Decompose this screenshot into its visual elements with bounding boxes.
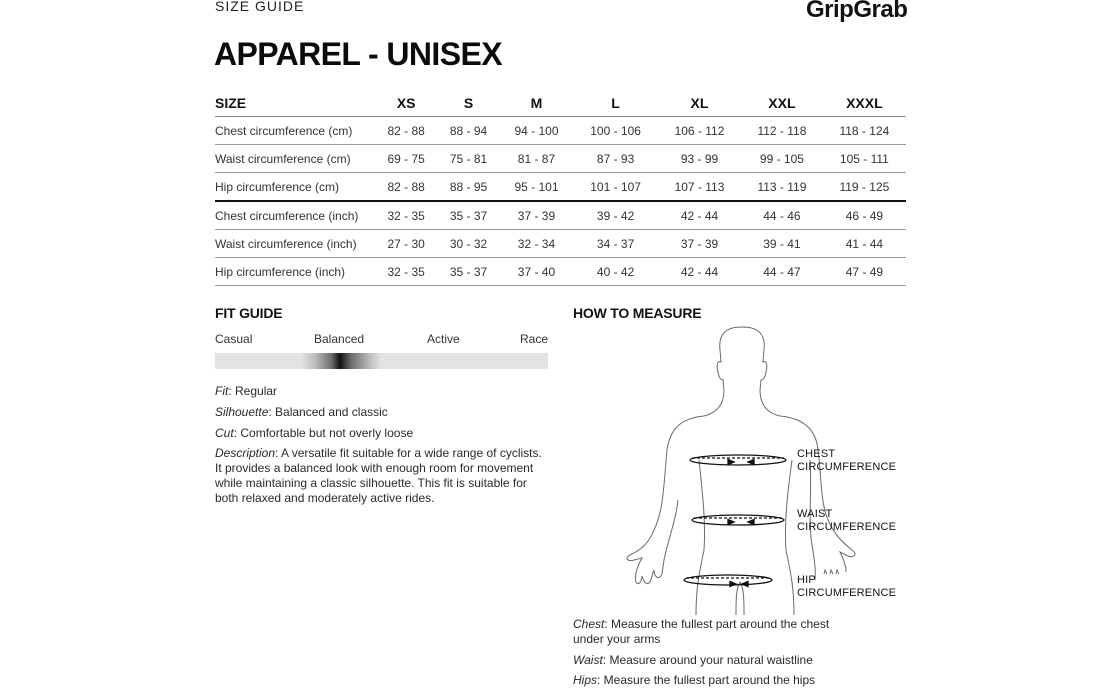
table-row	[215, 201, 906, 230]
table-cell: 44 - 47	[741, 258, 823, 286]
table-cell: 42 - 44	[658, 258, 741, 286]
row-label: Waist circumference (cm)	[215, 145, 375, 173]
column-header-xxxl: XXXL	[823, 90, 906, 117]
fit-scale-bar	[215, 353, 548, 369]
row-label: Hip circumference (cm)	[215, 173, 375, 202]
column-header-l: L	[573, 90, 658, 117]
measure-instruction-hips	[573, 673, 873, 688]
fit-scale-balanced: Balanced	[314, 332, 365, 346]
table-cell: 88 - 95	[437, 173, 499, 202]
table-cell: 75 - 81	[437, 145, 499, 173]
label-line: CIRCUMFERENCE	[797, 461, 897, 473]
waist-measure-ring-icon	[692, 515, 784, 525]
fit-detail-value: : Regular	[228, 384, 278, 398]
table-cell: 118 - 124	[823, 117, 906, 145]
fit-detail-fit	[215, 384, 550, 399]
measure-instruction-waist	[573, 653, 873, 668]
table-cell: 99 - 105	[741, 145, 823, 173]
table-cell: 69 - 75	[375, 145, 437, 173]
table-cell: 35 - 37	[437, 201, 499, 230]
column-header-xl: XL	[658, 90, 741, 117]
table-cell: 94 - 100	[500, 117, 574, 145]
fit-scale-casual: Casual	[215, 332, 253, 346]
hip-circumference-label	[797, 574, 896, 600]
row-label: Chest circumference (cm)	[215, 117, 375, 145]
table-cell: 105 - 111	[823, 145, 906, 173]
table-cell: 41 - 44	[823, 230, 906, 258]
table-cell: 40 - 42	[573, 258, 658, 286]
table-cell: 37 - 39	[500, 201, 574, 230]
fit-detail-cut	[215, 426, 550, 441]
instruction-value: : Measure the fullest part around the chest under your arms	[573, 617, 830, 646]
column-header-xs: XS	[375, 90, 437, 117]
table-row	[215, 117, 906, 145]
fit-scale-active: Active	[427, 332, 460, 346]
instruction-key: Hips	[573, 673, 598, 687]
label-line: HIP	[797, 574, 816, 586]
table-cell: 87 - 93	[573, 145, 658, 173]
fit-detail-value: : Balanced and classic	[268, 405, 388, 419]
how-to-measure-heading: HOW TO MEASURE	[573, 305, 702, 321]
table-cell: 46 - 49	[823, 201, 906, 230]
size-table-header-row	[215, 90, 906, 117]
table-cell: 112 - 118	[741, 117, 823, 145]
table-row	[215, 173, 906, 202]
fit-detail-key: Description	[215, 446, 276, 460]
label-line: CIRCUMFERENCE	[797, 521, 897, 533]
fit-detail-key: Silhouette	[215, 405, 269, 419]
table-cell: 93 - 99	[658, 145, 741, 173]
size-guide-eyebrow: SIZE GUIDE	[215, 0, 305, 14]
instruction-key: Waist	[573, 653, 603, 667]
table-cell: 82 - 88	[375, 117, 437, 145]
page-title: APPAREL - UNISEX	[214, 36, 502, 72]
label-line: WAIST	[797, 508, 833, 520]
column-header-xxl: XXL	[741, 90, 823, 117]
table-cell: 88 - 94	[437, 117, 499, 145]
table-cell: 30 - 32	[437, 230, 499, 258]
fit-detail-value: : Comfortable but not overly loose	[233, 426, 414, 440]
table-cell: 37 - 39	[658, 230, 741, 258]
fit-guide-heading: FIT GUIDE	[215, 305, 283, 321]
instruction-value: : Measure the fullest part around the hips	[597, 673, 816, 687]
table-cell: 82 - 88	[375, 173, 437, 202]
table-cell: 95 - 101	[500, 173, 574, 202]
table-cell: 27 - 30	[375, 230, 437, 258]
table-cell: 113 - 119	[741, 173, 823, 202]
table-cell: 32 - 35	[375, 258, 437, 286]
instruction-key: Chest	[573, 617, 605, 631]
table-cell: 34 - 37	[573, 230, 658, 258]
table-row	[215, 258, 906, 286]
table-cell: 35 - 37	[437, 258, 499, 286]
row-label: Waist circumference (inch)	[215, 230, 375, 258]
instruction-value: : Measure around your natural waistline	[602, 653, 813, 667]
table-cell: 42 - 44	[658, 201, 741, 230]
fit-detail-value: : A versatile fit suitable for a wide range of cyclists. It provides a balanced look with enough room for movement while maintaining a classic silhouette. This fit is suitable for both relaxed and moderately active rides.	[215, 446, 542, 505]
column-header-s: S	[437, 90, 499, 117]
fit-detail-key: Cut	[215, 426, 234, 440]
table-cell: 39 - 41	[741, 230, 823, 258]
table-row	[215, 145, 906, 173]
chest-circumference-label	[797, 448, 896, 474]
size-table	[215, 90, 906, 286]
column-header-m: M	[500, 90, 574, 117]
gripgrab-logo: GripGrab	[806, 0, 908, 23]
table-cell: 37 - 40	[500, 258, 574, 286]
column-header-size: SIZE	[215, 90, 375, 117]
table-row	[215, 230, 906, 258]
table-cell: 119 - 125	[823, 173, 906, 202]
label-line: CIRCUMFERENCE	[797, 587, 897, 599]
table-cell: 32 - 34	[500, 230, 574, 258]
table-cell: 100 - 106	[573, 117, 658, 145]
table-cell: 32 - 35	[375, 201, 437, 230]
table-cell: 47 - 49	[823, 258, 906, 286]
table-cell: 101 - 107	[573, 173, 658, 202]
fit-scale-labels	[215, 332, 548, 348]
measure-instruction-chest	[573, 617, 843, 647]
chest-measure-ring-icon	[690, 455, 786, 465]
fit-detail-silhouette	[215, 405, 550, 420]
fit-detail-description	[215, 446, 550, 506]
table-cell: 106 - 112	[658, 117, 741, 145]
row-label: Chest circumference (inch)	[215, 201, 375, 230]
table-cell: 81 - 87	[500, 145, 574, 173]
table-cell: 39 - 42	[573, 201, 658, 230]
fit-scale-race: Race	[519, 332, 548, 346]
label-line: CHEST	[797, 448, 836, 460]
row-label: Hip circumference (inch)	[215, 258, 375, 286]
table-cell: 107 - 113	[658, 173, 741, 202]
table-cell: 44 - 46	[741, 201, 823, 230]
waist-circumference-label	[797, 508, 896, 534]
fit-detail-key: Fit	[215, 384, 229, 398]
